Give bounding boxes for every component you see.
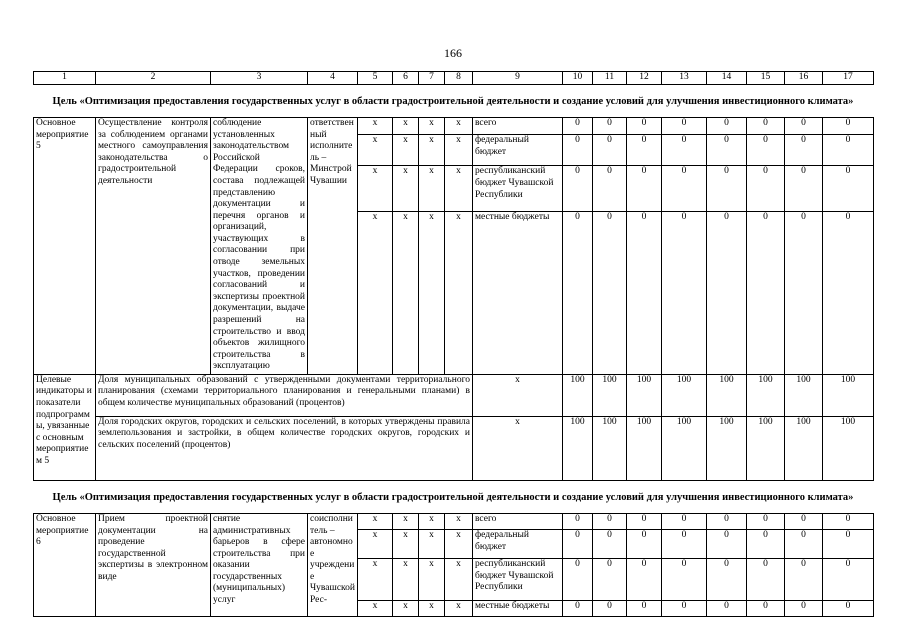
value-cell: 0 [747, 118, 785, 135]
value-cell: 0 [593, 558, 627, 600]
budget-label: федеральный бюджет [473, 529, 563, 558]
value-cell: 0 [593, 600, 627, 616]
term-mark: х [419, 166, 445, 211]
value-cell: 100 [823, 416, 874, 480]
value-cell: 0 [747, 135, 785, 166]
value-cell: 0 [785, 600, 823, 616]
page-number: 166 [444, 46, 462, 60]
term-mark: х [419, 118, 445, 135]
value-cell: 0 [563, 558, 593, 600]
value-cell: 0 [627, 600, 662, 616]
budget-label: местные бюджеты [473, 211, 563, 374]
column-number: 7 [419, 72, 445, 85]
value-cell: 100 [627, 374, 662, 416]
value-cell: 0 [593, 529, 627, 558]
term-mark: х [358, 558, 393, 600]
value-cell: 0 [563, 118, 593, 135]
term-mark: х [473, 416, 563, 480]
budget-label: республиканский бюджет Чувашской Республики [473, 166, 563, 211]
measure5-result-cell: соблюдение установленных законодательством Российской Федерации сроков, состава подлежащей представлению документации и перечня органов и организаций, участвующих в согласовании при отводе земельных участков, проведении согласований и экспертизы проектной документации, выдаче разрешений на строительство и ввод объектов жилищного строительства в эксплуатацию [211, 118, 308, 375]
value-cell: 100 [707, 416, 747, 480]
value-cell: 0 [707, 529, 747, 558]
value-cell: 0 [823, 211, 874, 374]
term-mark: х [445, 166, 473, 211]
value-cell: 0 [563, 135, 593, 166]
value-cell: 0 [563, 529, 593, 558]
value-cell: 0 [707, 513, 747, 529]
value-cell: 0 [785, 513, 823, 529]
column-number: 14 [707, 72, 747, 85]
measure6-executor-cell: соисполнитель – автономное учреждение Чувашской Рес- [308, 513, 358, 616]
budget-label: всего [473, 513, 563, 529]
value-cell: 0 [627, 166, 662, 211]
term-mark: х [358, 211, 393, 374]
term-mark: х [358, 529, 393, 558]
term-mark: х [445, 529, 473, 558]
measure6-description-cell: Прием проектной документации на проведение государственной экспертизы в электронном виде [96, 513, 211, 616]
value-cell: 0 [563, 166, 593, 211]
column-number: 2 [96, 72, 211, 85]
measure5-description-cell: Осуществление контроля за соблюдением органами местного самоуправления законодательства о градостроительной деятельности [96, 118, 211, 375]
column-number: 8 [445, 72, 473, 85]
value-cell: 100 [785, 374, 823, 416]
column-number: 9 [473, 72, 563, 85]
term-mark: х [419, 135, 445, 166]
indicator-text: Доля городских округов, городских и сельских поселений, в которых утверждены правила землепользования и застройки, в общем количестве городских округов, городских и сельских поселений (процентов) [96, 416, 473, 480]
value-cell: 0 [747, 529, 785, 558]
value-cell: 0 [707, 135, 747, 166]
budget-label: федеральный бюджет [473, 135, 563, 166]
value-cell: 0 [662, 211, 707, 374]
value-cell: 0 [593, 135, 627, 166]
value-cell: 0 [785, 558, 823, 600]
value-cell: 0 [707, 166, 747, 211]
term-mark: х [473, 374, 563, 416]
value-cell: 0 [707, 211, 747, 374]
goal-heading-1: Цель «Оптимизация предоставления государственных услуг в области градостроительной деятельности и создание условий для улучшения инвестиционного климата» [52, 96, 854, 107]
value-cell: 0 [707, 600, 747, 616]
value-cell: 0 [747, 166, 785, 211]
indicators5-id-cell: Целевые индикаторы и показатели подпрограммы, увязанные с основным мероприятием 5 [34, 374, 96, 480]
value-cell: 0 [662, 118, 707, 135]
value-cell: 0 [627, 558, 662, 600]
value-cell: 0 [627, 513, 662, 529]
term-mark: х [358, 600, 393, 616]
value-cell: 100 [662, 374, 707, 416]
value-cell: 100 [662, 416, 707, 480]
term-mark: х [393, 135, 419, 166]
term-mark: х [358, 513, 393, 529]
value-cell: 0 [563, 211, 593, 374]
term-mark: х [445, 135, 473, 166]
budget-label: местные бюджеты [473, 600, 563, 616]
term-mark: х [419, 513, 445, 529]
goal-heading-2: Цель «Оптимизация предоставления государственных услуг в области градостроительной деятельности и создание условий для улучшения инвестиционного климата» [52, 491, 854, 503]
column-number: 3 [211, 72, 308, 85]
term-mark: х [419, 211, 445, 374]
measure5-table [33, 117, 874, 481]
term-mark: х [358, 118, 393, 135]
measure6-id-cell: Основное мероприятие 6 [34, 513, 96, 616]
value-cell: 100 [593, 416, 627, 480]
value-cell: 100 [563, 374, 593, 416]
term-mark: х [445, 118, 473, 135]
value-cell: 0 [627, 211, 662, 374]
term-mark: х [393, 211, 419, 374]
value-cell: 0 [747, 513, 785, 529]
value-cell: 100 [747, 416, 785, 480]
term-mark: х [445, 211, 473, 374]
term-mark: х [445, 600, 473, 616]
value-cell: 0 [785, 135, 823, 166]
value-cell: 0 [593, 513, 627, 529]
value-cell: 0 [707, 558, 747, 600]
value-cell: 0 [662, 166, 707, 211]
column-number: 1 [34, 72, 96, 85]
measure6-result-cell: снятие административных барьеров в сфере строительства при оказании государственных (муниципальных) услуг [211, 513, 308, 616]
budget-label: республиканский бюджет Чувашской Республики [473, 558, 563, 600]
value-cell: 0 [627, 118, 662, 135]
value-cell: 0 [593, 118, 627, 135]
term-mark: х [445, 513, 473, 529]
budget-label: всего [473, 118, 563, 135]
indicator-text: Доля муниципальных образований с утвержденными документами территориального планирования (схемами территориального планирования и генеральными планами) в общем количестве муниципальных образований (процентов) [96, 374, 473, 416]
term-mark: х [419, 558, 445, 600]
value-cell: 0 [785, 211, 823, 374]
value-cell: 100 [823, 374, 874, 416]
value-cell: 0 [785, 529, 823, 558]
column-number-row [33, 71, 874, 85]
term-mark: х [419, 529, 445, 558]
value-cell: 0 [823, 558, 874, 600]
column-number: 4 [308, 72, 358, 85]
value-cell: 0 [823, 513, 874, 529]
column-number: 11 [593, 72, 627, 85]
value-cell: 0 [747, 211, 785, 374]
term-mark: х [393, 529, 419, 558]
value-cell: 100 [707, 374, 747, 416]
measure5-executor-cell: ответственный исполнитель – Минстрой Чувашии [308, 118, 358, 375]
term-mark: х [393, 118, 419, 135]
value-cell: 0 [823, 118, 874, 135]
term-mark: х [358, 135, 393, 166]
value-cell: 100 [627, 416, 662, 480]
term-mark: х [419, 600, 445, 616]
column-number: 10 [563, 72, 593, 85]
value-cell: 0 [785, 166, 823, 211]
term-mark: х [445, 558, 473, 600]
value-cell: 0 [823, 600, 874, 616]
column-number: 15 [747, 72, 785, 85]
term-mark: х [393, 166, 419, 211]
value-cell: 100 [747, 374, 785, 416]
value-cell: 0 [662, 600, 707, 616]
value-cell: 0 [563, 513, 593, 529]
value-cell: 0 [593, 166, 627, 211]
value-cell: 0 [662, 529, 707, 558]
value-cell: 0 [823, 135, 874, 166]
value-cell: 0 [662, 135, 707, 166]
value-cell: 100 [785, 416, 823, 480]
column-number: 6 [393, 72, 419, 85]
value-cell: 0 [563, 600, 593, 616]
value-cell: 0 [662, 513, 707, 529]
term-mark: х [393, 600, 419, 616]
value-cell: 0 [707, 118, 747, 135]
value-cell: 0 [662, 558, 707, 600]
term-mark: х [358, 166, 393, 211]
measure5-id-cell: Основное мероприятие 5 [34, 118, 96, 375]
column-number: 12 [627, 72, 662, 85]
value-cell: 0 [823, 529, 874, 558]
column-number: 17 [823, 72, 874, 85]
column-number: 13 [662, 72, 707, 85]
value-cell: 0 [747, 600, 785, 616]
value-cell: 0 [593, 211, 627, 374]
value-cell: 0 [823, 166, 874, 211]
value-cell: 0 [627, 529, 662, 558]
column-number: 16 [785, 72, 823, 85]
value-cell: 100 [563, 416, 593, 480]
value-cell: 0 [627, 135, 662, 166]
term-mark: х [393, 513, 419, 529]
value-cell: 100 [593, 374, 627, 416]
term-mark: х [393, 558, 419, 600]
column-number: 5 [358, 72, 393, 85]
value-cell: 0 [747, 558, 785, 600]
value-cell: 0 [785, 118, 823, 135]
measure6-table [33, 513, 874, 617]
